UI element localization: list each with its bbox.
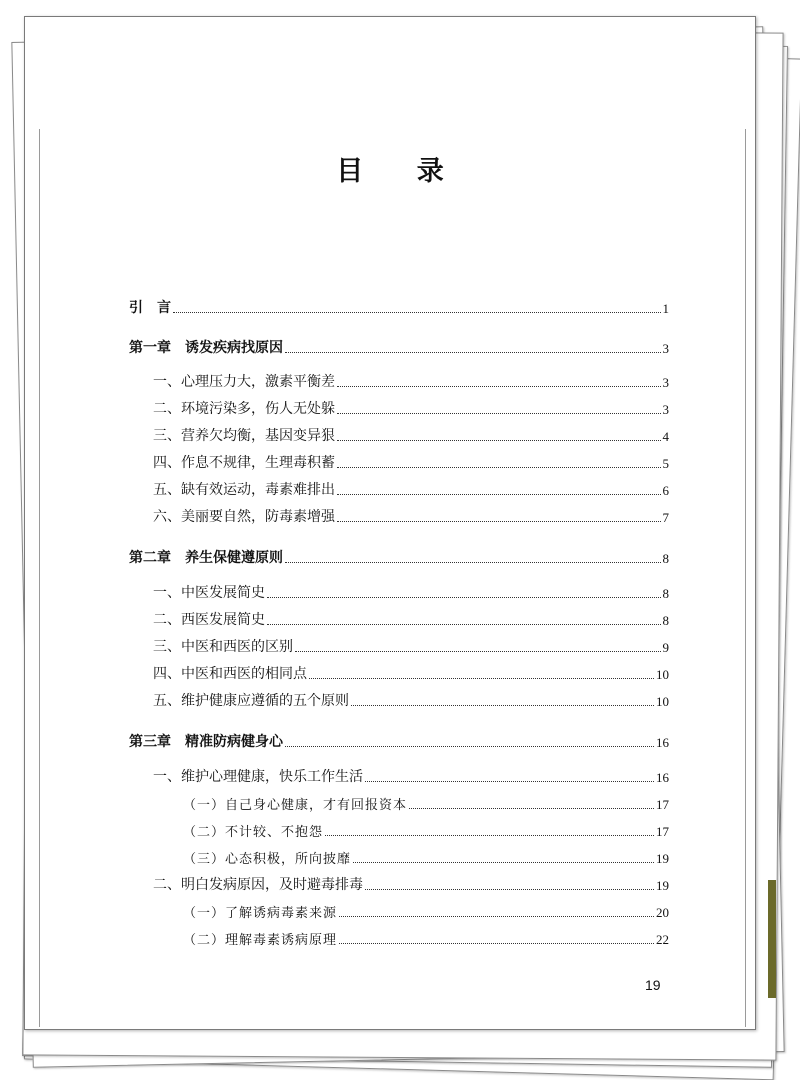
- dot-leader: [325, 834, 654, 836]
- toc-entry-label: 引 言: [129, 300, 171, 316]
- dot-leader: [351, 704, 654, 706]
- toc-entry-label: 五、维护健康应遵循的五个原则: [153, 693, 349, 709]
- toc-entry[interactable]: [129, 874, 669, 894]
- toc-entry-label: 三、中医和西医的区别: [153, 639, 293, 655]
- toc-entry-page: 16: [656, 770, 669, 785]
- dot-leader: [339, 942, 654, 944]
- toc-entry-page: 8: [662, 613, 669, 628]
- toc-entry-page: 19: [656, 878, 669, 893]
- toc-entry[interactable]: [129, 793, 669, 813]
- toc-entry[interactable]: [129, 901, 669, 921]
- toc-entry-page: 8: [662, 586, 669, 601]
- page-border-right: [745, 129, 746, 1027]
- toc-entry[interactable]: [129, 547, 669, 567]
- dot-leader: [295, 650, 661, 652]
- toc-entry-label: 一、心理压力大，激素平衡差: [153, 374, 335, 390]
- toc-entry[interactable]: [129, 371, 669, 391]
- dot-leader: [337, 493, 661, 495]
- dot-leader: [365, 888, 654, 890]
- toc-entry[interactable]: [129, 337, 669, 357]
- toc-entry-label: 三、营养欠均衡，基因变异狠: [153, 428, 335, 444]
- toc-entry-page: 9: [662, 640, 669, 655]
- toc-entry-label: （一）自己身心健康，才有回报资本: [183, 798, 408, 813]
- dot-leader: [337, 439, 661, 441]
- dot-leader: [173, 311, 661, 313]
- toc-entry-label: （二）理解毒素诱病原理: [183, 933, 338, 948]
- toc-entry[interactable]: [129, 636, 669, 656]
- toc-entry-label: （二）不计较、不抱怨: [183, 825, 324, 840]
- toc-entry[interactable]: [129, 663, 669, 683]
- toc-entry[interactable]: [129, 766, 669, 786]
- toc-entry-label: 一、中医发展简史: [153, 585, 265, 601]
- toc-entry-page: 10: [656, 694, 669, 709]
- toc-entry-page: 1: [662, 301, 669, 316]
- toc-entry[interactable]: [129, 731, 669, 751]
- toc-entry[interactable]: [129, 297, 669, 317]
- toc-entry-page: 16: [656, 735, 669, 750]
- dot-leader: [409, 807, 654, 809]
- toc-entry-label: 五、缺有效运动，毒素难排出: [153, 482, 335, 498]
- toc-entry-page: 19: [656, 851, 669, 866]
- toc-entry-page: 8: [662, 551, 669, 566]
- toc-entry-label: （三）心态积极，所向披靡: [183, 852, 352, 867]
- toc-entry-page: 3: [662, 375, 669, 390]
- toc-entry-label: 一、维护心理健康，快乐工作生活: [153, 769, 363, 785]
- toc-entry-page: 17: [656, 824, 669, 839]
- dot-leader: [309, 677, 654, 679]
- toc-entry[interactable]: [129, 398, 669, 418]
- toc-entry[interactable]: [129, 425, 669, 445]
- dot-leader: [267, 623, 661, 625]
- dot-leader: [353, 861, 654, 863]
- toc-entry[interactable]: [129, 452, 669, 472]
- dot-leader: [267, 596, 661, 598]
- toc-entry[interactable]: [129, 506, 669, 526]
- toc-entry-label: 四、作息不规律，生理毒积蓄: [153, 455, 335, 471]
- toc-entry-page: 6: [662, 483, 669, 498]
- dot-leader: [285, 745, 654, 747]
- toc-entry-page: 7: [662, 510, 669, 525]
- toc-entry-page: 5: [662, 456, 669, 471]
- toc-entry[interactable]: [129, 928, 669, 948]
- toc-entry-label: 第一章 诱发疾病找原因: [129, 340, 283, 356]
- toc-entry-label: 二、环境污染多，伤人无处躲: [153, 401, 335, 417]
- toc-entry-page: 4: [662, 429, 669, 444]
- dot-leader: [285, 561, 661, 563]
- toc-entry-label: 二、西医发展简史: [153, 612, 265, 628]
- toc-entry-page: 20: [656, 905, 669, 920]
- dot-leader: [285, 351, 661, 353]
- toc-entry-page: 3: [662, 341, 669, 356]
- toc-entry-page: 10: [656, 667, 669, 682]
- toc-entry-page: 3: [662, 402, 669, 417]
- dot-leader: [337, 466, 661, 468]
- book-edge-shadow: [768, 880, 776, 998]
- toc-entry[interactable]: [129, 609, 669, 629]
- dot-leader: [339, 915, 654, 917]
- toc-entry-page: 22: [656, 932, 669, 947]
- dot-leader: [337, 385, 661, 387]
- document-page: [24, 16, 756, 1030]
- toc-entry[interactable]: [129, 847, 669, 867]
- toc-entry[interactable]: [129, 690, 669, 710]
- toc-entry-label: 二、明白发病原因，及时避毒排毒: [153, 877, 363, 893]
- dot-leader: [337, 520, 661, 522]
- page-title: 目 录: [336, 156, 466, 187]
- toc-entry-label: 第二章 养生保健遵原则: [129, 550, 283, 566]
- toc-entry-page: 17: [656, 797, 669, 812]
- toc-entry-label: 四、中医和西医的相同点: [153, 666, 307, 682]
- toc-entry[interactable]: [129, 479, 669, 499]
- toc-entry[interactable]: [129, 820, 669, 840]
- toc-entry-label: （一）了解诱病毒素来源: [183, 906, 338, 921]
- toc-entry-label: 六、美丽要自然，防毒素增强: [153, 509, 335, 525]
- toc-entry[interactable]: [129, 582, 669, 602]
- toc-entry-label: 第三章 精准防病健身心: [129, 734, 283, 750]
- page-border-left: [39, 129, 40, 1027]
- page-number: 19: [645, 977, 661, 993]
- dot-leader: [337, 412, 661, 414]
- dot-leader: [365, 780, 654, 782]
